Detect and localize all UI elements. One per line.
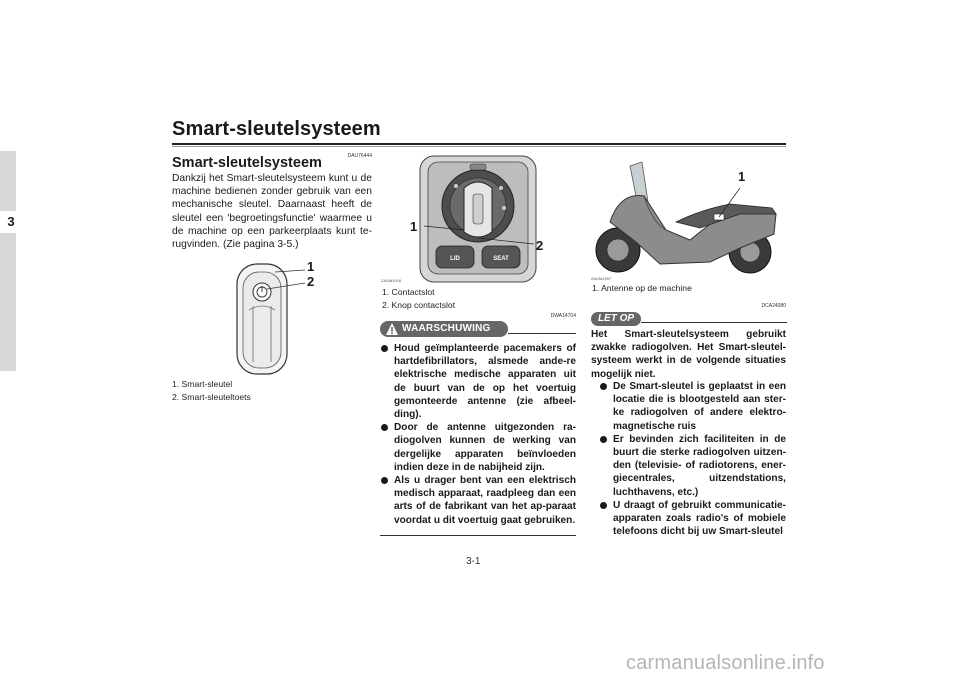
caption-main-switch-knob: 2. Knop contactslot <box>382 299 456 310</box>
caption-smart-key-button: 2. Smart-sleuteltoets <box>172 391 251 402</box>
header-rule-thin <box>172 146 786 147</box>
caption-smart-key: 1. Smart-sleutel <box>172 379 233 389</box>
warning-item: Houd geïmplanteerde pacemakers of hartdefibrillators, alsmede ande-re elektrische medische apparaten uit de buurt van de op het voertuig gemonteerde antenne (zie afbeel-ding). <box>380 342 576 421</box>
notice-badge: LET OP <box>591 312 641 326</box>
chapter-number: 3 <box>0 211 22 233</box>
section-body-text: Dankzij het Smart-sleutelsysteem kunt u de machine bedienen zonder gebruik van een mechanische sleutel. Daarnaast heeft de sleutel een 'begroetingsfunctie' waarmee u de machine op een parkeerplaats kunt te-rugvinden. (Zie pagina 3-5.) <box>172 173 372 251</box>
switch-image-code: ZAUM1916 <box>381 278 402 283</box>
scooter-callout-1: 1 <box>738 169 746 184</box>
section-heading: Smart-sleutelsysteem <box>172 155 322 171</box>
warning-triangle-icon <box>385 322 399 336</box>
section-code: DAU76444 <box>347 153 372 159</box>
notice-list <box>599 380 786 538</box>
key-callout-1: 1 <box>307 259 315 274</box>
notice-intro: Het Smart-sleutelsysteem gebruikt zwakke radiogolven. Het Smart-sleutel-systeem werkt in de volgende situaties mogelijk niet. <box>591 329 786 380</box>
notice-header <box>591 312 787 326</box>
warning-item: Door de antenne uitgezonden ra-diogolven kunnen de werking van dergelijke apparaten beïnvloeden indien deze in de nabijheid zijn. <box>380 421 576 474</box>
switch-callout-2: 2 <box>536 238 544 253</box>
caption-main-switch: 1. Contactslot <box>382 287 435 297</box>
warning-rule <box>508 333 576 334</box>
bullet-dot <box>600 383 607 390</box>
warning-badge <box>380 321 508 337</box>
bullet-dot <box>600 502 607 509</box>
notice-code: DCA24080 <box>761 303 786 309</box>
warning-end-rule <box>380 535 576 536</box>
header-rule <box>172 143 786 145</box>
switch-callout-1: 1 <box>410 219 418 234</box>
warning-code: DWA14704 <box>550 313 576 319</box>
warning-label: WAARSCHUWING <box>402 323 491 334</box>
seat-button-label: SEAT <box>493 256 509 262</box>
lid-button-label: LID <box>450 256 460 262</box>
notice-rule <box>641 322 787 323</box>
warning-item: Als u drager bent van een elektrisch medisch apparaat, raadpleeg dan een arts of de fabrikant van het ap-paraat voordat u dit voertuig gaat gebruiken. <box>380 474 576 527</box>
scooter-figure <box>590 152 786 282</box>
page-number: 3-1 <box>466 556 481 567</box>
warning-header <box>380 321 576 337</box>
main-switch-figure <box>380 152 576 286</box>
watermark: carmanualsonline.info <box>626 652 825 674</box>
switch-caption-list <box>382 286 455 311</box>
warning-list <box>380 342 576 527</box>
bullet-dot <box>600 436 607 443</box>
notice-item: U draagt of gebruikt communicatie-apparaten zoals radio's of mobiele telefoons dicht bij uw Smart-sleutel <box>599 499 786 539</box>
bullet-dot <box>381 424 388 431</box>
smart-key-figure <box>215 259 330 377</box>
scooter-image-code: ZAUM1957 <box>591 276 612 281</box>
bullet-dot <box>381 477 388 484</box>
bullet-dot <box>381 345 388 352</box>
key-callout-2: 2 <box>307 274 315 289</box>
figure-caption-list <box>172 378 251 403</box>
scooter-caption: 1. Antenne op de machine <box>592 283 692 293</box>
notice-item: De Smart-sleutel is geplaatst in een locatie die is blootgesteld aan ster-ke radiogolven of andere elektro-magnetische ruis <box>599 380 786 433</box>
chapter-tab <box>0 151 16 371</box>
notice-item: Er bevinden zich faciliteiten in de buurt die sterke radiogolven uitzen-den (televisie- of radiotorens, ener-giecentrales, uitzendstations, luchthavens, etc.) <box>599 433 786 499</box>
scooter-illustration <box>590 152 786 282</box>
page-header-title: Smart-sleutelsysteem <box>172 118 381 140</box>
